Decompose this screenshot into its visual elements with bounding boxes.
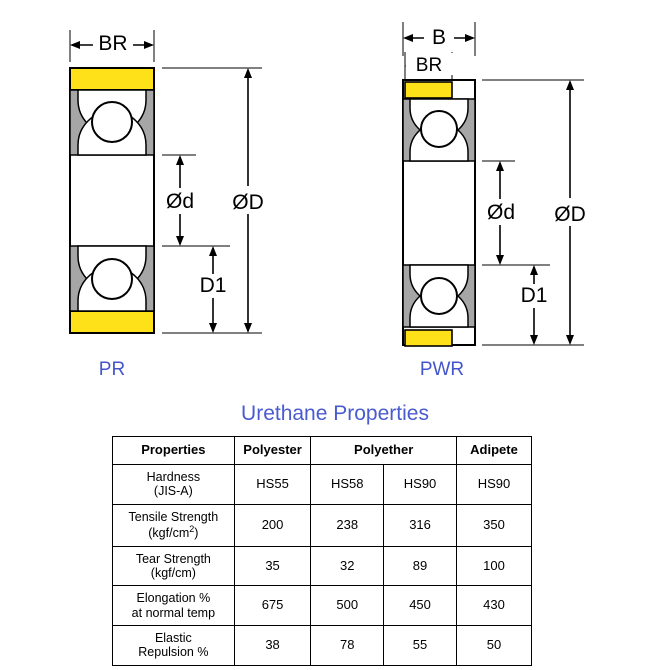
cell-tear-polyether-1: 32 bbox=[311, 546, 384, 586]
left-d1-arrow-bottom bbox=[209, 323, 217, 333]
cell-tear-polyester: 35 bbox=[234, 546, 311, 586]
header-polyester: Polyester bbox=[234, 437, 311, 465]
left-bearing-pr bbox=[70, 30, 276, 380]
cell-tear-adipete: 100 bbox=[456, 546, 531, 586]
right-urethane-top bbox=[405, 82, 452, 98]
header-properties: Properties bbox=[113, 437, 235, 465]
right-d-arrow-bottom bbox=[496, 255, 504, 265]
urethane-properties-table bbox=[112, 436, 532, 666]
cell-tensile-polyester: 200 bbox=[234, 504, 311, 546]
row-label-tensile-strength bbox=[113, 504, 235, 546]
right-dim-br-label: BR bbox=[415, 55, 443, 76]
right-d-arrow-top bbox=[496, 161, 504, 171]
cell-elastic-adipete: 50 bbox=[456, 626, 531, 666]
urethane-properties-title: Urethane Properties bbox=[241, 402, 429, 425]
left-ball-bottom bbox=[92, 259, 132, 299]
row-label-line2: Repulsion % bbox=[138, 645, 209, 660]
left-d-arrow-top bbox=[176, 155, 184, 165]
cell-tensile-polyether-2: 316 bbox=[384, 504, 457, 546]
right-b-arrow-left bbox=[403, 34, 413, 42]
row-label-line2: (kgf/cm bbox=[148, 526, 190, 541]
cell-elongation-adipete: 430 bbox=[456, 586, 531, 626]
row-label-sup: 2 bbox=[189, 524, 195, 535]
right-d1-arrow-bottom bbox=[530, 335, 538, 345]
cell-elastic-polyester: 38 bbox=[234, 626, 311, 666]
left-dim-outer-label: ØD bbox=[232, 191, 264, 214]
cell-elongation-polyether-1: 500 bbox=[311, 586, 384, 626]
right-od-arrow-bottom bbox=[566, 335, 574, 345]
left-dim-d1-label: D1 bbox=[199, 274, 227, 297]
left-ball-top bbox=[92, 102, 132, 142]
right-dim-outer-label: ØD bbox=[554, 203, 586, 226]
left-od-arrow-bottom bbox=[244, 323, 252, 333]
left-d1-arrow-top bbox=[209, 246, 217, 256]
left-urethane-bottom bbox=[70, 311, 154, 333]
cell-elongation-polyether-2: 450 bbox=[384, 586, 457, 626]
cell-tensile-adipete: 350 bbox=[456, 504, 531, 546]
row-label-line1: Tear Strength bbox=[135, 551, 211, 566]
table-row bbox=[113, 504, 532, 546]
right-dim-d1-label: D1 bbox=[520, 284, 548, 307]
right-d1-arrow-top bbox=[530, 265, 538, 275]
row-label-line2: (JIS-A) bbox=[153, 484, 193, 499]
row-label-line1: Elongation % bbox=[136, 591, 211, 606]
right-dim-b-label: B bbox=[431, 26, 447, 49]
cell-hardness-polyether-1: HS58 bbox=[311, 464, 384, 504]
right-b-arrow-right bbox=[465, 34, 475, 42]
right-dim-bore-label: Ød bbox=[486, 201, 516, 224]
row-label-line2: (kgf/cm) bbox=[150, 565, 196, 580]
header-polyether: Polyether bbox=[311, 437, 457, 465]
left-br-arrow-left bbox=[70, 41, 80, 49]
row-label-line1: Tensile Strength bbox=[128, 509, 219, 524]
row-label-line2-end: ) bbox=[194, 526, 199, 541]
header-adipete: Adipete bbox=[456, 437, 531, 465]
row-label-line1: Elastic bbox=[154, 631, 192, 646]
right-od-arrow-top bbox=[566, 80, 574, 90]
cell-elastic-polyether-1: 78 bbox=[311, 626, 384, 666]
row-label-elongation bbox=[113, 586, 235, 626]
right-bearing-name: PWR bbox=[419, 359, 465, 380]
row-label-hardness bbox=[113, 464, 235, 504]
row-label-line1: Hardness bbox=[146, 469, 201, 484]
left-br-arrow-right bbox=[144, 41, 154, 49]
right-bearing-pwr bbox=[403, 22, 598, 380]
row-label-tear-strength bbox=[113, 546, 235, 586]
table-row bbox=[113, 464, 532, 504]
cell-hardness-polyester: HS55 bbox=[234, 464, 311, 504]
right-urethane-bottom bbox=[405, 330, 452, 346]
left-urethane-top bbox=[70, 68, 154, 90]
cell-tear-polyether-2: 89 bbox=[384, 546, 457, 586]
table-row bbox=[113, 626, 532, 666]
left-d-arrow-bottom bbox=[176, 236, 184, 246]
cell-elongation-polyester: 675 bbox=[234, 586, 311, 626]
table-header-row bbox=[113, 437, 532, 465]
left-dim-br-label: BR bbox=[98, 32, 128, 55]
left-bearing-name: PR bbox=[98, 359, 126, 380]
row-label-line2: at normal temp bbox=[131, 605, 216, 620]
urethane-properties-table-wrap bbox=[112, 436, 532, 666]
right-ball-bottom bbox=[421, 278, 457, 314]
left-dim-bore-label: Ød bbox=[165, 190, 195, 213]
row-label-elastic-repulsion bbox=[113, 626, 235, 666]
cell-hardness-adipete: HS90 bbox=[456, 464, 531, 504]
cell-hardness-polyether-2: HS90 bbox=[384, 464, 457, 504]
left-od-arrow-top bbox=[244, 68, 252, 78]
right-ball-top bbox=[421, 111, 457, 147]
table-row bbox=[113, 586, 532, 626]
cell-elastic-polyether-2: 55 bbox=[384, 626, 457, 666]
cell-tensile-polyether-1: 238 bbox=[311, 504, 384, 546]
table-row bbox=[113, 546, 532, 586]
